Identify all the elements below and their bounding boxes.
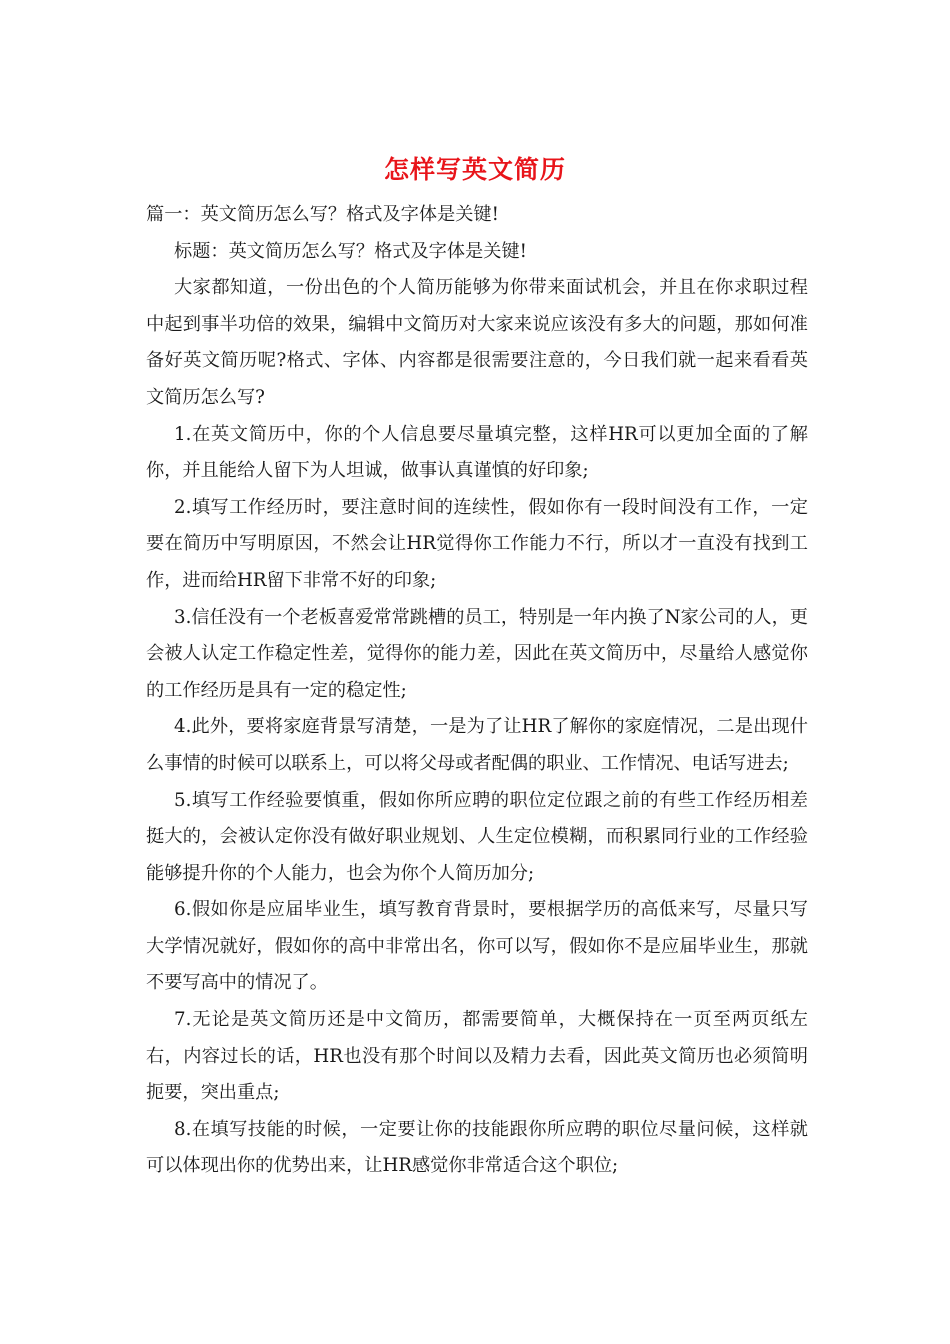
paragraph-subtitle: 标题：英文简历怎么写？格式及字体是关键!: [174, 240, 527, 262]
paragraph-item-6: 6.假如你是应届毕业生，填写教育背景时，要根据学历的高低来写，尽量只写大学情况就好，假如你的高中非常出名，你可以写，假如你不是应届毕业生，那就不要写高中的情况了。: [146, 899, 808, 994]
paragraph-item-4: 4.此外，要将家庭背景写清楚，一是为了让HR了解你的家庭情况，二是出现什么事情的时候可以联系上，可以将父母或者配偶的职业、工作情况、电话写进去;: [146, 716, 808, 774]
paragraph-item-3: 3.信任没有一个老板喜爱常常跳槽的员工，特别是一年内换了N家公司的人，更会被人认定工作稳定性差，觉得你的能力差，因此在英文简历中，尽量给人感觉你的工作经历是具有一定的稳定性;: [146, 606, 808, 701]
paragraph-item-8: 8.在填写技能的时候，一定要让你的技能跟你所应聘的职位尽量问候，这样就可以体现出你的优势出来，让HR感觉你非常适合这个职位;: [146, 1118, 808, 1177]
paragraph-intro: 大家都知道，一份出色的个人简历能够为你带来面试机会，并且在你求职过程中起到事半功倍的效果，编辑中文简历对大家来说应该没有多大的问题，那如何准备好英文简历呢?格式、字体、内容都是很需要注意的，今日我们就一起来看看英文简历怎么写?: [146, 277, 808, 408]
section-heading: 篇一：英文简历怎么写？格式及字体是关键!: [146, 204, 499, 225]
paragraph-item-2: 2.填写工作经历时，要注意时间的连续性，假如你有一段时间没有工作，一定要在简历中写明原因，不然会让HR觉得你工作能力不行，所以才一直没有找到工作，进而给HR留下非常不好的印象;: [146, 496, 808, 591]
document-title: 怎样写英文简历: [383, 155, 566, 184]
paragraph-item-7: 7.无论是英文简历还是中文简历，都需要简单，大概保持在一页至两页纸左右，内容过长的话，HR也没有那个时间以及精力去看，因此英文简历也必须简明扼要，突出重点;: [146, 1009, 808, 1104]
paragraph-item-5: 5.填写工作经验要慎重，假如你所应聘的职位定位跟之前的有些工作经历相差挺大的，会被认定你没有做好职业规划、人生定位模糊，而积累同行业的工作经验能够提升你的个人能力，也会为你个人简历加分;: [146, 789, 808, 884]
paragraph-item-1: 1.在英文简历中，你的个人信息要尽量填完整，这样HR可以更加全面的了解你，并且能给人留下为人坦诚，做事认真谨慎的好印象;: [146, 423, 808, 482]
document-body: [146, 197, 808, 1185]
